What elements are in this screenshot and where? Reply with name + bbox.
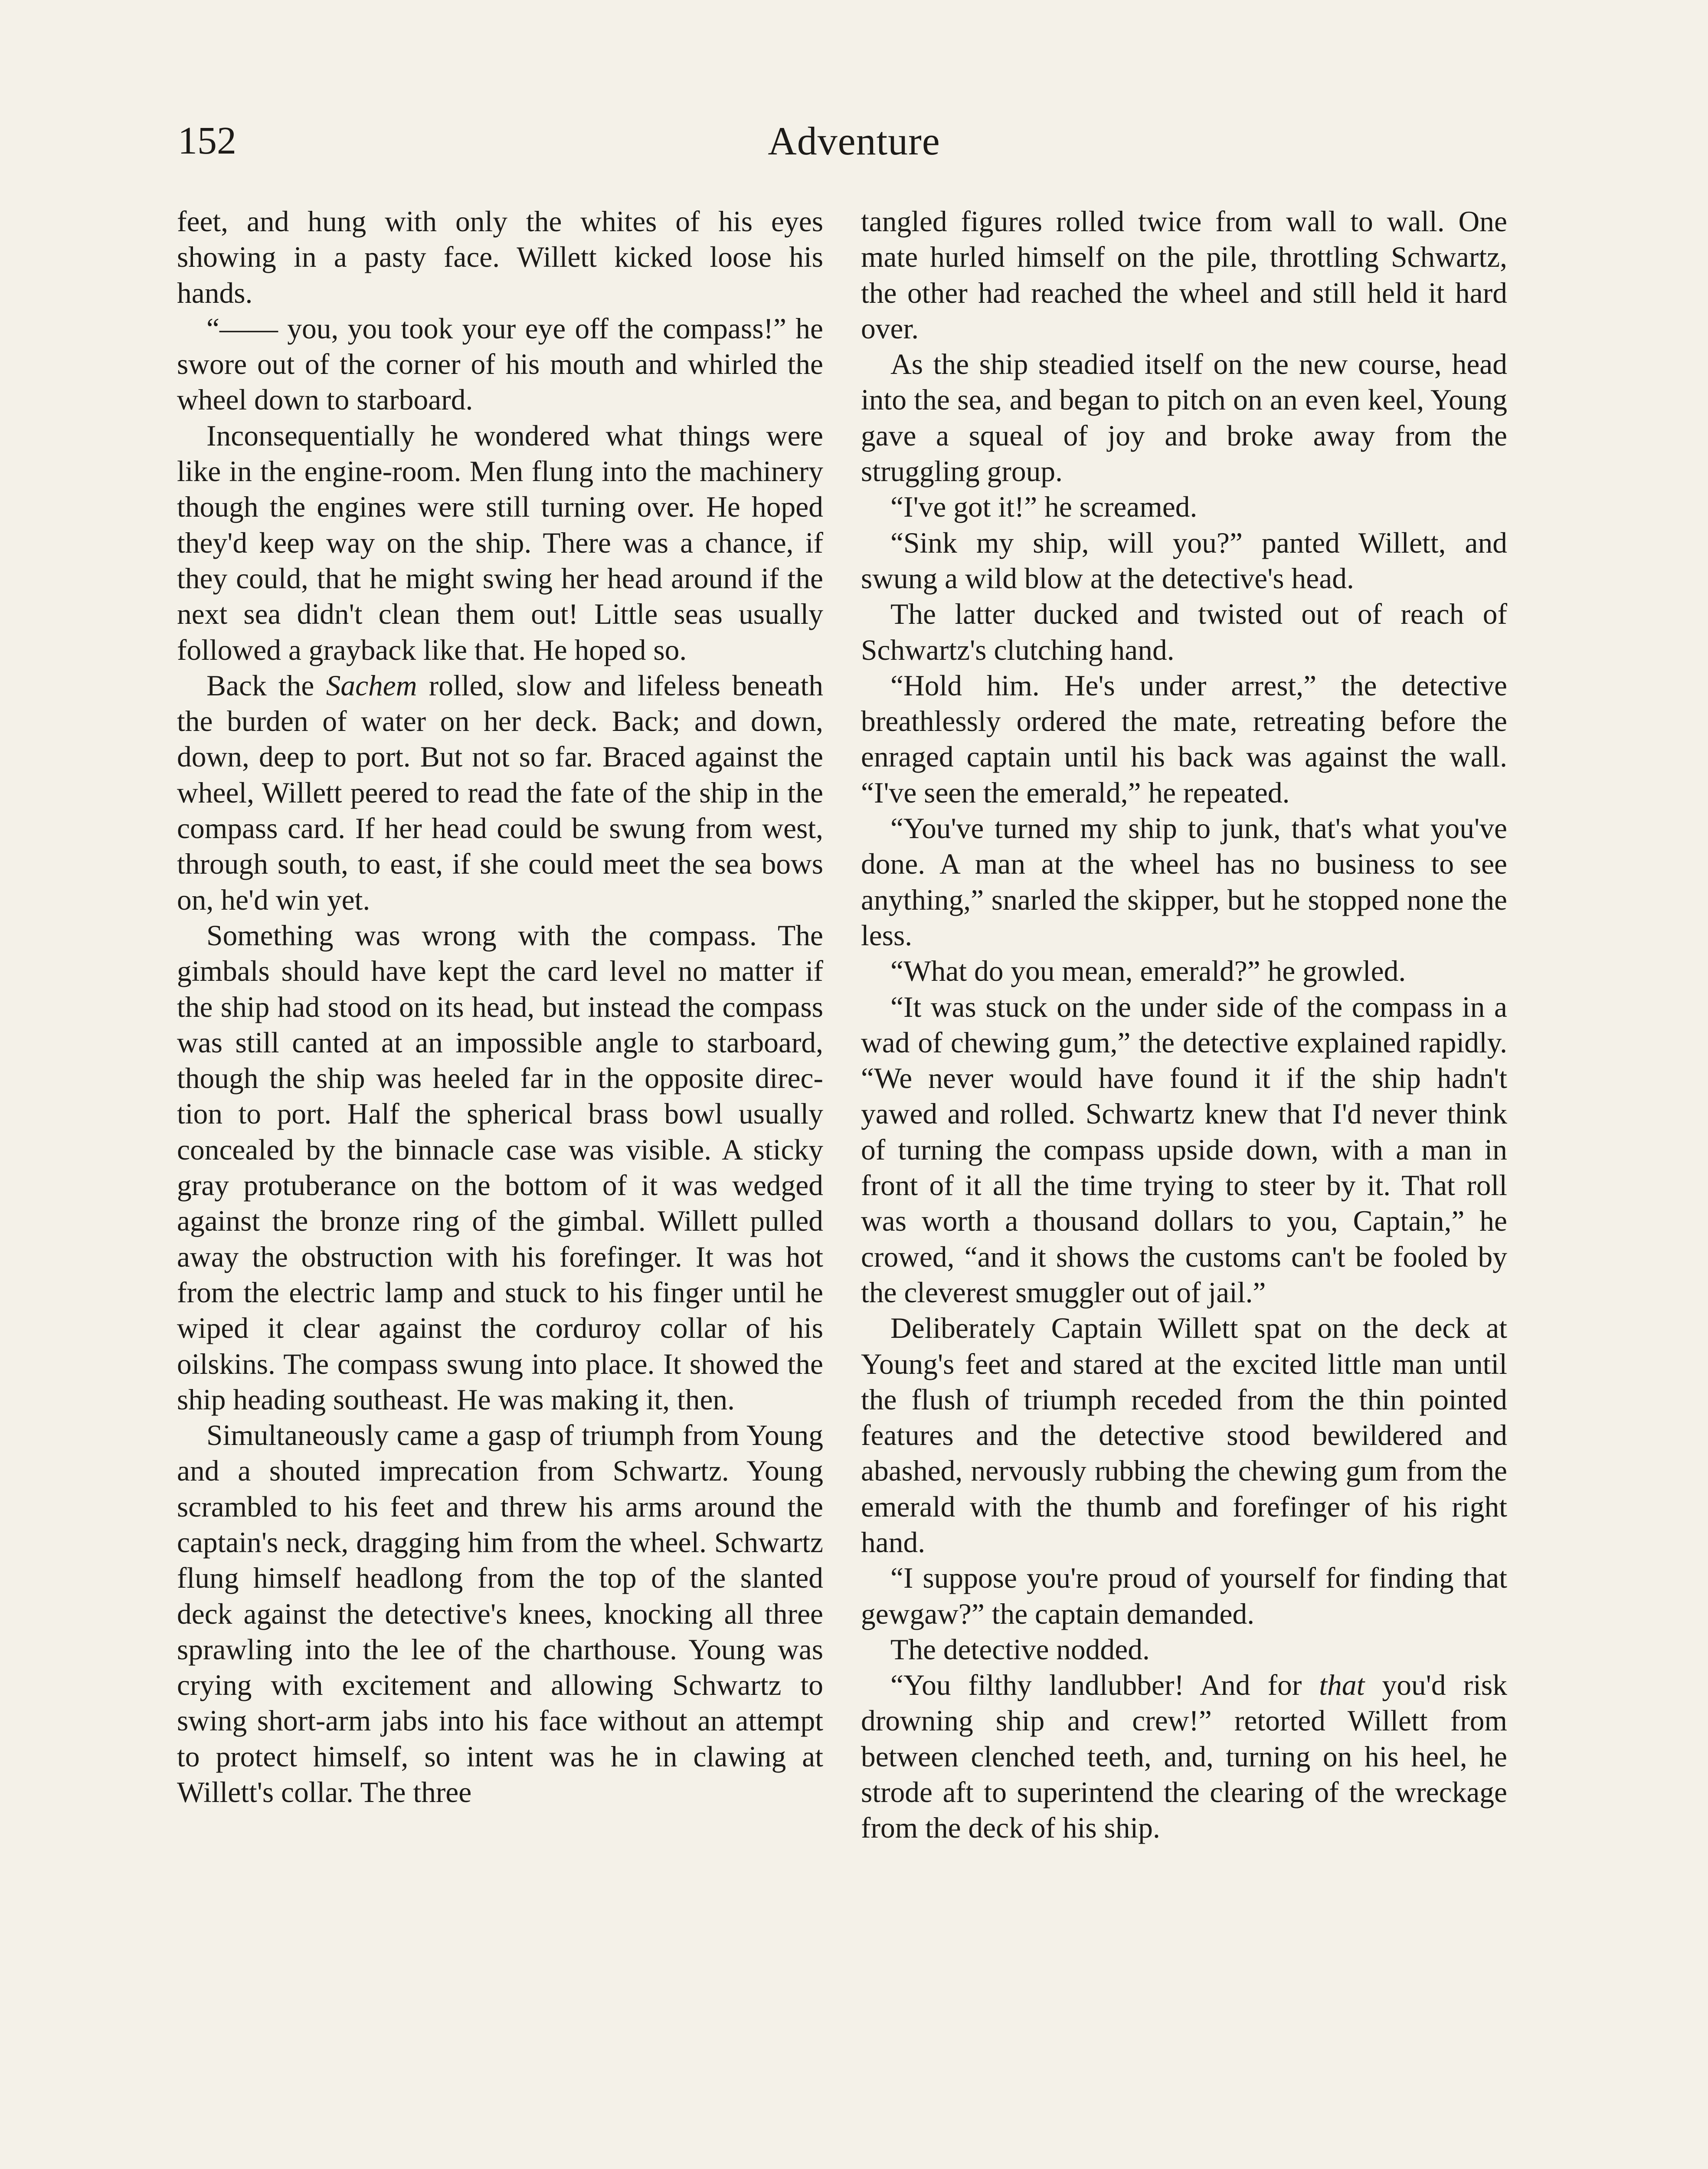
paragraph: feet, and hung with only the whites of his eyes showing in a pasty face. Willett kicked loose his hands. — [177, 205, 823, 309]
ship-name: Sachem — [326, 669, 417, 702]
paragraph: “You've turned my ship to junk, that's what you've done. A man at the wheel has no business to see anything,” snarled the skipper, but he stopped none the less. — [861, 812, 1507, 952]
paragraph: “Sink my ship, will you?” panted Willett, and swung a wild blow at the detective's head. — [861, 526, 1507, 595]
paragraph: The detective nodded. — [890, 1633, 1150, 1666]
page-number: 152 — [178, 119, 236, 162]
text-run: Back the — [206, 669, 326, 702]
text-run: you'd risk drowning ship and crew!” retorted Willett from between clenched teeth, and, turning on his heel, he strode aft to superintend the clearing of the wreckage from the deck of his ship. — [861, 1669, 1507, 1845]
paragraph: “I suppose you're proud of yourself for finding that gewgaw?” the captain demanded. — [861, 1562, 1507, 1630]
paragraph: The latter ducked and twisted out of reach of Schwartz's clutching hand. — [861, 598, 1507, 666]
right-column — [861, 204, 1507, 1846]
paragraph — [861, 1668, 1507, 1846]
text-run: “You filthy landlubber! And for — [890, 1669, 1319, 1702]
paragraph: “Hold him. He's under arrest,” the detective breathlessly ordered the mate, retreating before the enraged captain until his back was against the wall. “I've seen the emerald,” he repeated. — [861, 669, 1507, 809]
text-run: rolled, slow and lifeless beneath the burden of water on her deck. Back; and down, down, deep to port. But not so far. Braced against the wheel, Willett peered to read the fate of the ship in the compass card. If her head could be swung from west, through south, to east, if she could meet the sea bows on, he'd win yet. — [177, 669, 823, 916]
running-title: Adventure — [768, 119, 940, 163]
paragraph: tangled figures rolled twice from wall to wall. One mate hurled himself on the pile, throttling Schwartz, the other had reached the wheel and still held it hard over. — [861, 205, 1507, 345]
paragraph — [177, 668, 823, 918]
page-header — [0, 115, 1708, 167]
paragraph: “It was stuck on the under side of the compass in a wad of chewing gum,” the detective explained rapidly. “We never would have found it if the ship hadn't yawed and rolled. Schwartz knew that I'd never think of turning the compass upside down, with a man in front of it all the time trying to steer by it. That roll was worth a thousand dollars to you, Captain,” he crowed, “and it shows the customs can't be fooled by the cleverest smuggler out of jail.” — [861, 990, 1507, 1309]
paragraph: “What do you mean, emerald?” he growled. — [890, 955, 1406, 988]
paragraph: As the ship steadied itself on the new course, head into the sea, and began to pitch on an even keel, Young gave a squeal of joy and broke away from the struggling group. — [861, 348, 1507, 488]
paragraph: Deliberately Captain Willett spat on the deck at Young's feet and stared at the excited little man until the flush of triumph receded from the thin pointed features and the detective stood bewildered and abashed, nervously rubbing the chewing gum from the emerald with the thumb and forefinger of his right hand. — [861, 1312, 1507, 1559]
paragraph: Simultaneously came a gasp of triumph from Young and a shouted imprecation from Schwartz. Young scrambled to his feet and threw his arms around the captain's neck, dragging him from the wheel. Schwartz flung himself headlong from the top of the slanted deck against the detective's knees, knocking all three sprawling into the lee of the charthouse. Young was crying with excitement and allowing Schwartz to swing short-arm jabs into his face without an attempt to protect himself, so intent was he in clawing at Willett's collar. The three — [177, 1419, 823, 1809]
paragraph: “I've got it!” he screamed. — [890, 491, 1198, 524]
paragraph: Inconsequentially he wondered what things were like in the engine-room. Men flung into the machinery though the engines were still turning over. He hoped they'd keep way on the ship. There was a chance, if they could, that he might swing her head around if the next sea didn't clean them out! Little seas usually followed a grayback like that. He hoped so. — [177, 419, 823, 666]
left-column — [177, 204, 823, 1810]
paragraph: Something was wrong with the compass. The gimbals should have kept the card level no matter if the ship had stood on its head, but instead the compass was still canted at an impossible angle to starboard, though the ship was heeled far in the opposite direction to port. Half the spherical brass bowl usually concealed by the binnacle case was visible. A sticky gray protuberance on the bottom of it was wedged against the bronze ring of the gimbal. Willett pulled away the obstruction with his forefinger. It was hot from the electric lamp and stuck to his finger until he wiped it clear against the corduroy collar of his oilskins. The compass swung into place. It showed the ship heading southeast. He was making it, then. — [177, 919, 823, 1416]
paragraph: “—— you, you took your eye off the compass!” he swore out of the corner of his mouth and whirled the wheel down to starboard. — [177, 312, 823, 416]
emphasis: that — [1319, 1669, 1365, 1702]
